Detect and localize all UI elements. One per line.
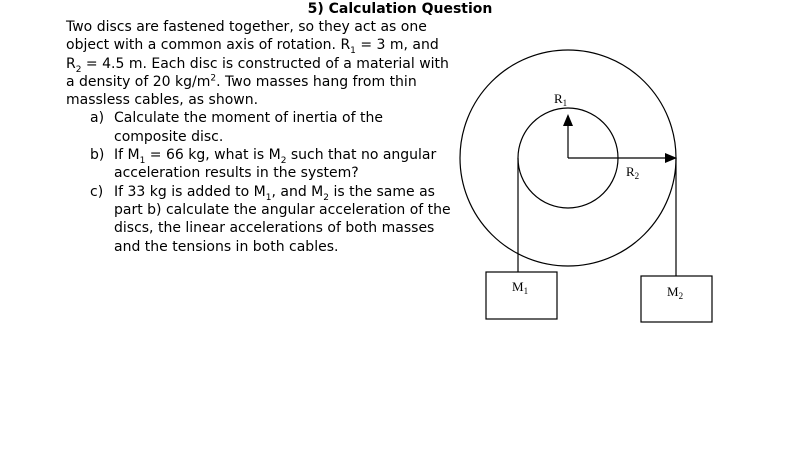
intro-paragraph: Two discs are fastened together, so they act as one object with a common axis of rotation. $R_1 = 3$ m, and $R_2 = 4.5$ m. Each disc is constructed of a material with a density of 20 $kg/m^2$. Two masses hang from thin massless cables, as shown. [66, 19, 449, 109]
r1-arrowhead [563, 114, 573, 126]
part-a: a) Calculate the moment of inertia of the composite disc. [90, 110, 383, 145]
question-title: 5) Calculation Question [307, 1, 493, 17]
m2-label: $M_2$ [667, 284, 684, 301]
part-c: c) If 33 kg is added to $M_1$, and $M_2$ is the same as part b) calculate the angular acceleration of the discs, the linear accelerations of both masses and the tensions in both cables. [90, 183, 451, 255]
part-b: b) If $M_1 = 66$ kg, what is $M_2$ such that no angular acceleration results in the system? [90, 147, 437, 182]
m1-label: $M_1$ [512, 279, 529, 296]
r2-label: $R_2$ [626, 164, 640, 181]
r2-arrowhead [665, 153, 677, 163]
mass-m2-box [641, 276, 712, 322]
r1-label: $R_1$ [554, 91, 568, 108]
